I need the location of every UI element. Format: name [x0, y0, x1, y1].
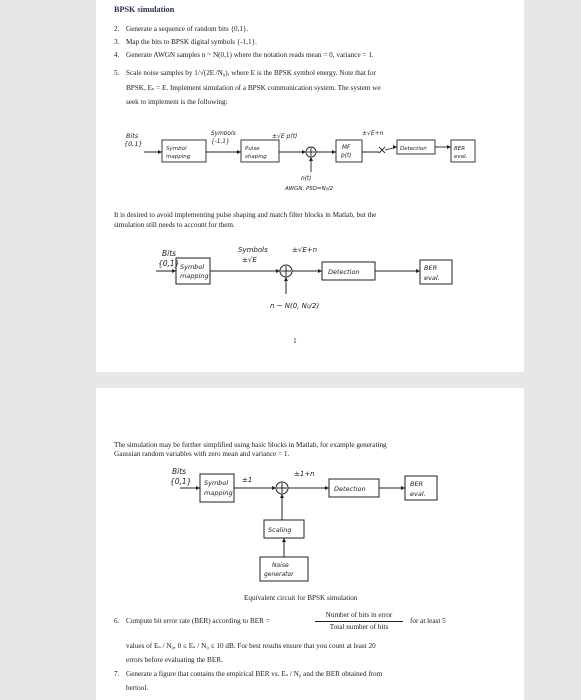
d2-sum-output: ±√E+n — [292, 246, 318, 254]
d2-symbol-mapping-block — [176, 258, 210, 284]
d1-ber-line-1: BER — [454, 146, 466, 152]
item-4-text: Generate AWGN samples n ~ N(0,1) where the notation reads mean = 0, variance = 1. — [126, 51, 374, 59]
item-3-text: Map the bits to BPSK digital symbols {-1,1}. — [126, 38, 257, 46]
item-2-number: 2. — [114, 25, 120, 33]
bpsk-system-diagram — [96, 110, 524, 205]
d1-symbols-label: Symbols — [211, 131, 236, 137]
item-7-number: 7. — [114, 670, 120, 678]
d3-symbol-mapping-line-1: Symbol — [204, 479, 229, 487]
d2-ber-line-2: eval. — [424, 274, 440, 282]
d3-scaling-label: Scaling — [268, 526, 292, 534]
d3-noise-gen-line-2: generator — [264, 571, 294, 578]
simplified-bpsk-diagram — [96, 236, 524, 316]
document-page-2 — [96, 388, 524, 700]
d1-mf-line-1: MF — [342, 145, 351, 151]
d2-noise-label: n ~ N(0, N₀/2) — [270, 302, 320, 310]
d3-bits-set: {0,1} — [170, 477, 192, 486]
d3-symbols-value: ±1 — [242, 476, 253, 484]
d3-sum-output: ±1+n — [294, 470, 315, 478]
d1-bits-set: {0,1} — [124, 140, 143, 148]
d3-bits-label: Bits — [172, 467, 187, 476]
simplify-paragraph-line-1: The simulation may be further simplified using basic blocks in Matlab, for example generating — [114, 441, 387, 449]
avoid-paragraph-line-2: simulation still needs to account for them. — [114, 221, 235, 229]
document-title: BPSK simulation — [114, 5, 175, 14]
item-6-number: 6. — [114, 617, 120, 625]
d1-symbol-mapping-line-2: mapping — [166, 154, 191, 160]
ber-fraction — [315, 611, 403, 632]
document-page-1 — [96, 0, 524, 372]
simplify-paragraph-line-2: Gaussian random variables with zero mean and variance = 1. — [114, 450, 290, 458]
d3-ber-line-2: eval. — [410, 490, 426, 498]
d2-detection-label: Detection — [328, 268, 360, 276]
d1-ber-line-2: eval. — [454, 154, 468, 160]
avoid-paragraph-line-1: It is desired to avoid implementing pulse shaping and match filter blocks in Matlab, but the — [114, 211, 377, 219]
d1-symbols-set: {-1,1} — [211, 139, 230, 145]
figure-caption: Equivalent circuit for BPSK simulation — [244, 594, 358, 602]
ber-denominator: Total number of bits — [329, 623, 389, 631]
item-7-line-1: Generate a figure that contains the empirical BER vs. Eₛ / N₀ and the BER obtained from — [126, 670, 383, 678]
item-6-lead: Compute bit error rate (BER) according to BER = — [126, 617, 270, 625]
d2-symbols-label: Symbols — [238, 246, 268, 254]
item-2-text: Generate a sequence of random bits {0,1}. — [126, 25, 249, 33]
d1-symbol-mapping-line-1: Symbol — [166, 146, 187, 152]
d3-symbol-mapping-line-2: mapping — [204, 489, 233, 497]
d2-symbol-mapping-line-1: Symbol — [180, 263, 205, 271]
d1-mf-output: ±√E+n — [362, 130, 384, 137]
d1-pulse-shaping-line-2: shaping — [245, 154, 267, 160]
d3-detection-label: Detection — [334, 485, 366, 493]
d1-detection-label: Detection — [400, 146, 427, 152]
equivalent-circuit-diagram — [96, 460, 524, 590]
d1-noise-label: n(t) — [301, 176, 312, 182]
page-number: 1 — [293, 336, 297, 345]
item-6-line-2: values of Eₛ / N₀, 0 ≤ Eₛ / N₀ ≤ 10 dB. For best results ensure that you count at least 20 — [126, 642, 376, 650]
item-6-tail: for at least 5 — [410, 617, 446, 625]
ber-numerator: Number of bits in error — [325, 611, 393, 619]
item-5-line-2: BPSK, Eₛ = E. Implement simulation of a BPSK communication system. The system we — [126, 84, 381, 92]
item-3-number: 3. — [114, 38, 120, 46]
d1-pulse-shaping-line-1: Pulse — [245, 146, 260, 152]
d1-awgn-label: AWGN, PSD=N₀/2 — [285, 186, 334, 192]
item-7-line-2: bertool. — [126, 684, 149, 692]
item-6-line-3: errors before evaluating the BER. — [126, 656, 223, 664]
d2-symbols-value: ±√E — [242, 256, 257, 264]
d3-ber-line-1: BER — [410, 480, 424, 488]
d1-bits-label: Bits — [126, 132, 139, 140]
d2-symbol-mapping-line-2: mapping — [180, 272, 209, 280]
d3-noise-gen-line-1: Noise — [272, 562, 289, 569]
item-5-number: 5. — [114, 69, 120, 77]
d2-ber-line-1: BER — [424, 264, 438, 272]
item-4-number: 4. — [114, 51, 120, 59]
item-5-line-3: seek to implement is the following: — [126, 98, 228, 106]
d1-mf-line-2: p(t) — [341, 153, 352, 159]
d1-pulse-output: ±√E p(t) — [272, 133, 298, 140]
item-5-line-1: Scale noise samples by 1/√(2E /N₀), where E is the BPSK symbol energy. Note that for — [126, 69, 377, 77]
d2-bits-label: Bits — [162, 249, 177, 258]
d2-bits-set: {0,1} — [158, 259, 180, 268]
